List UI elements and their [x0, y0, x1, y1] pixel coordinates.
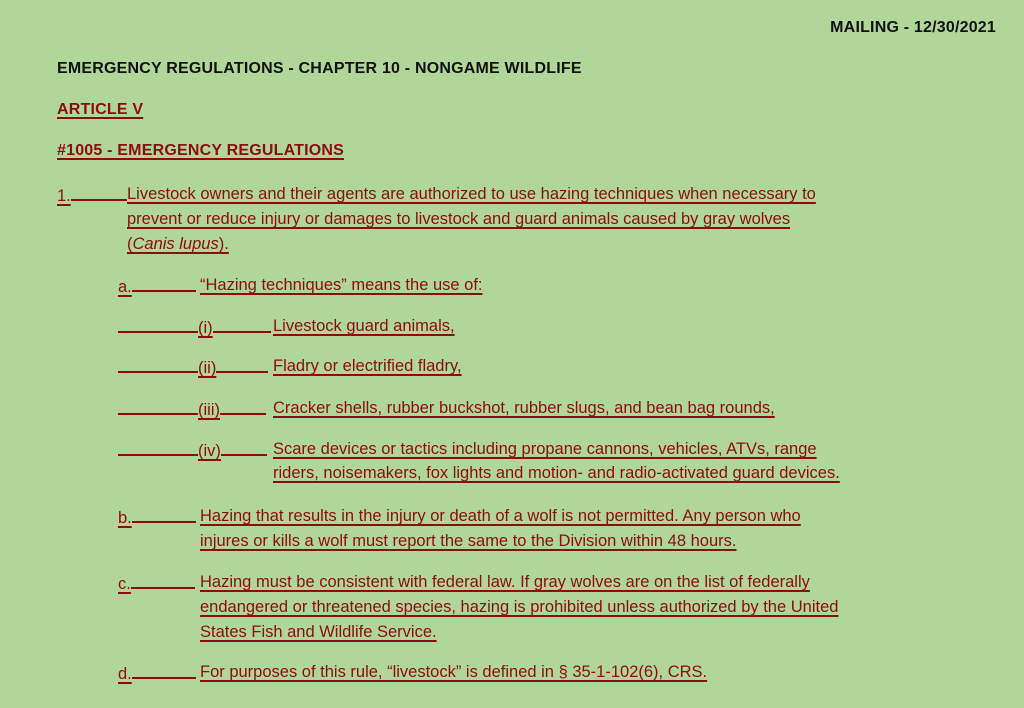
list-item-i-text: Livestock guard animals,: [273, 317, 455, 335]
rule-line-2: prevent or reduce injury or damages to livestock and guard animals caused by gray wolves: [127, 210, 791, 228]
subsection-b-line-2: injures or kills a wolf must report the same to the Division within 48 hours.: [200, 532, 737, 550]
list-item-iii-text: Cracker shells, rubber buckshot, rubber slugs, and bean bag rounds,: [273, 399, 775, 417]
subsection-b-label: b.: [118, 504, 196, 531]
subsection-b-line-1: Hazing that results in the injury or death of a wolf is not permitted. Any person who: [200, 507, 801, 525]
subsection-c-line-1: Hazing must be consistent with federal law. If gray wolves are on the list of federally: [200, 573, 810, 591]
list-item-iii-label: (iii): [118, 396, 266, 423]
subsection-d-label: d.: [118, 660, 196, 687]
subsection-c-label: c.: [118, 570, 195, 597]
subsection-c-line-2: endangered or threatened species, hazing is prohibited unless authorized by the United: [200, 598, 839, 616]
species-name: Canis lupus: [132, 235, 219, 253]
chapter-title: EMERGENCY REGULATIONS - CHAPTER 10 - NONGAME WILDLIFE: [57, 60, 582, 77]
rule-line-1: Livestock owners and their agents are authorized to use hazing techniques when necessary to: [127, 185, 816, 203]
list-item-iv-line-1: Scare devices or tactics including propane cannons, vehicles, ATVs, range: [273, 440, 817, 458]
section-heading: #1005 - EMERGENCY REGULATIONS: [57, 142, 345, 159]
rule-number: 1.: [57, 182, 127, 209]
subsection-c-line-3: States Fish and Wildlife Service.: [200, 623, 437, 641]
subsection-a-label: a.: [118, 273, 196, 300]
list-item-iv-label: (iv): [118, 437, 267, 464]
subsection-d-line-1: For purposes of this rule, “livestock” is defined in § 35-1-102(6), CRS.: [200, 663, 708, 681]
mailing-date: MAILING - 12/30/2021: [830, 19, 996, 36]
article-heading: ARTICLE V: [57, 101, 144, 118]
list-item-i-label: (i): [118, 314, 271, 341]
list-item-iv-line-2: riders, noisemakers, fox lights and motion- and radio-activated guard devices.: [273, 464, 840, 482]
list-item-ii-text: Fladry or electrified fladry,: [273, 357, 462, 375]
list-item-ii-label: (ii): [118, 354, 268, 381]
rule-line-3: (Canis lupus).: [127, 235, 229, 253]
subsection-a-text: “Hazing techniques” means the use of:: [200, 276, 483, 294]
